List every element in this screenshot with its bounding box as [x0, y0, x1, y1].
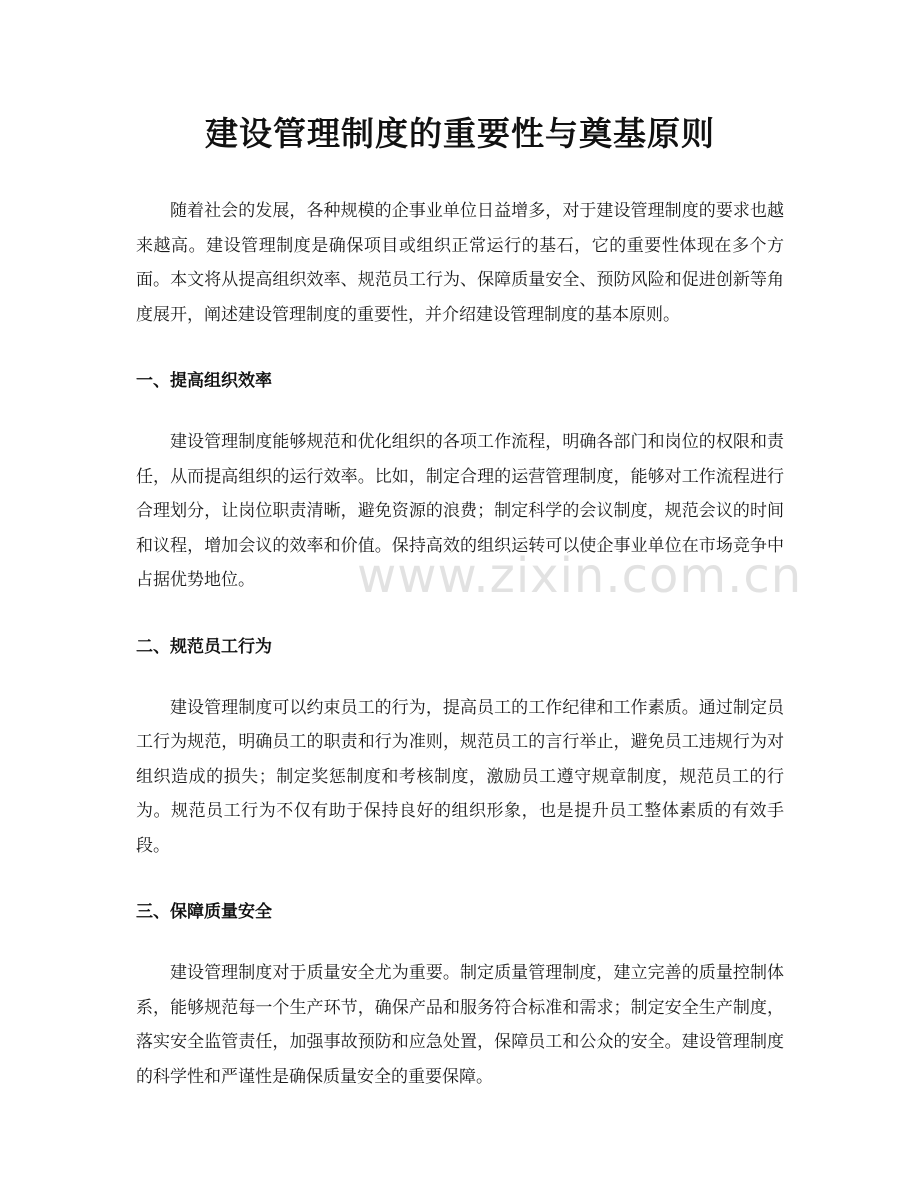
section-heading-3: 三、保障质量安全: [136, 902, 272, 922]
section-body-3: 建设管理制度对于质量安全尤为重要。制定质量管理制度，建立完善的质量控制体系，能够规范每一个生产环节，确保产品和服务符合标准和需求；制定安全生产制度，落实安全监管责任，加强事故预防和应急处置，保障员工和公众的安全。建设管理制度的科学性和严谨性是确保质量安全的重要保障。: [136, 963, 784, 1087]
section-heading-2: 二、规范员工行为: [136, 636, 272, 657]
watermark: www.zixin.com.cn: [357, 548, 803, 604]
document-title: 建设管理制度的重要性与奠基原则: [205, 114, 715, 153]
section-body-2: 建设管理制度可以约束员工的行为，提高员工的工作纪律和工作素质。通过制定员工行为规范，明确员工的职责和行为准则，规范员工的言行举止，避免员工违规行为对组织造成的损失；制定奖惩制度和考核制度，激励员工遵守规章制度，规范员工的行为。规范员工行为不仅有助于保持良好的组织形象，也是提升员工整体素质的有效手段。: [136, 697, 784, 856]
section-heading-1: 一、提高组织效率: [136, 371, 272, 391]
section-body-1: 建设管理制度能够规范和优化组织的各项工作流程，明确各部门和岗位的权限和责任，从而提高组织的运行效率。比如，制定合理的运营管理制度，能够对工作流程进行合理划分，让岗位职责清晰，避免资源的浪费；制定科学的会议制度，规范会议的时间和议程，增加会议的效率和价值。保持高效的组织运转可以使企事业单位在市场竞争中占据优势地位。: [136, 432, 784, 590]
intro-paragraph: 随着社会的发展，各种规模的企事业单位日益增多，对于建设管理制度的要求也越来越高。建设管理制度是确保项目或组织正常运行的基石，它的重要性体现在多个方面。本文将从提高组织效率、规范员工行为、保障质量安全、预防风险和促进创新等角度展开，阐述建设管理制度的重要性，并介绍建设管理制度的基本原则。: [136, 201, 784, 325]
